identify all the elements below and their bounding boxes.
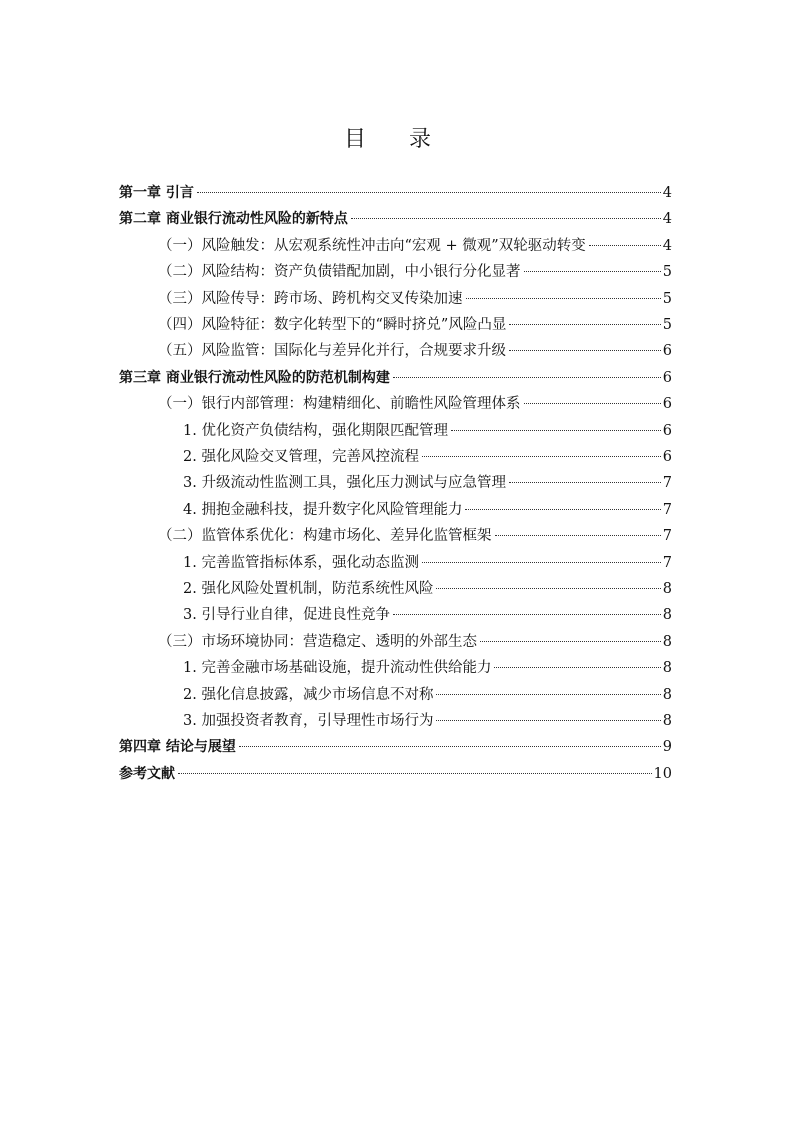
toc-page-number: 7 bbox=[662, 475, 672, 492]
toc-chapter-entry[interactable] bbox=[119, 366, 672, 390]
toc-page-number: 5 bbox=[662, 264, 672, 281]
toc-section-entry[interactable] bbox=[183, 656, 672, 680]
toc-entry-label: 4. 拥抱金融科技，提升数字化风险管理能力 bbox=[183, 501, 463, 518]
toc-page-number: 6 bbox=[662, 396, 672, 413]
toc-page-number: 8 bbox=[662, 581, 672, 597]
dot-leader bbox=[451, 430, 661, 431]
toc-entry-label: 3. 升级流动性监测工具，强化压力测试与应急管理 bbox=[183, 475, 506, 492]
dot-leader bbox=[466, 298, 661, 299]
toc-entry-label: （二）风险结构：资产负债错配加剧，中小银行分化显著 bbox=[158, 264, 521, 281]
toc-section-entry[interactable] bbox=[183, 498, 672, 522]
toc-page-number: 8 bbox=[662, 686, 672, 703]
dot-leader bbox=[393, 377, 661, 378]
toc-entry-label: 3. 引导行业自律，促进良性竞争 bbox=[183, 607, 390, 624]
dot-leader bbox=[509, 482, 661, 483]
dot-leader bbox=[509, 350, 661, 351]
dot-leader bbox=[436, 720, 660, 721]
toc-section-entry[interactable] bbox=[158, 260, 672, 284]
toc-section-entry[interactable] bbox=[183, 577, 672, 601]
toc-page-number: 5 bbox=[662, 290, 672, 307]
toc-page-number: 10 bbox=[653, 765, 672, 782]
toc-section-entry[interactable] bbox=[183, 419, 672, 443]
dot-leader bbox=[351, 218, 661, 219]
dot-leader bbox=[422, 456, 661, 457]
toc-entry-label: 第三章 商业银行流动性风险的防范机制构建 bbox=[119, 369, 390, 386]
dot-leader bbox=[239, 746, 661, 747]
toc-page-number: 6 bbox=[662, 343, 672, 360]
toc-page-number: 7 bbox=[662, 501, 672, 518]
toc-section-entry[interactable] bbox=[183, 603, 672, 627]
dot-leader bbox=[480, 641, 661, 642]
toc-page-number: 6 bbox=[662, 449, 672, 465]
toc-entry-label: 1. 完善金融市场基础设施，提升流动性供给能力 bbox=[183, 660, 492, 677]
toc-section-entry[interactable] bbox=[158, 234, 672, 258]
dot-leader bbox=[495, 535, 661, 536]
toc-page-number: 6 bbox=[662, 422, 672, 439]
toc-page-number: 8 bbox=[662, 607, 672, 624]
toc-page-number: 8 bbox=[662, 713, 672, 729]
toc-section-entry[interactable] bbox=[158, 524, 672, 548]
toc-entry-label: 参考文献 bbox=[119, 765, 175, 782]
toc-chapter-entry[interactable] bbox=[119, 207, 672, 231]
toc-page-number: 5 bbox=[662, 317, 672, 333]
dot-leader bbox=[465, 509, 660, 510]
dot-leader bbox=[524, 403, 661, 404]
toc-page-number: 7 bbox=[662, 554, 672, 571]
toc-entry-label: 1. 优化资产负债结构，强化期限匹配管理 bbox=[183, 422, 448, 439]
toc-page-number: 7 bbox=[662, 528, 672, 545]
toc-entry-label: 第一章 引言 bbox=[119, 185, 194, 201]
toc-entry-label: （三）风险传导：跨市场、跨机构交叉传染加速 bbox=[158, 290, 463, 307]
toc-entry-label: 1. 完善监管指标体系，强化动态监测 bbox=[183, 554, 419, 571]
toc-section-entry[interactable] bbox=[158, 630, 672, 654]
toc-page-number: 4 bbox=[662, 211, 672, 228]
dot-leader bbox=[524, 271, 661, 272]
toc-page-number: 6 bbox=[662, 369, 672, 386]
toc-entry-label: 第四章 结论与展望 bbox=[119, 739, 236, 756]
dot-leader bbox=[393, 614, 661, 615]
dot-leader bbox=[494, 667, 660, 668]
toc-section-entry[interactable] bbox=[158, 392, 672, 416]
toc-page-number: 8 bbox=[662, 633, 672, 650]
toc-section-entry[interactable] bbox=[158, 287, 672, 311]
toc-entry-label: 2. 强化风险交叉管理，完善风控流程 bbox=[183, 449, 419, 465]
toc-entry-label: 第二章 商业银行流动性风险的新特点 bbox=[119, 211, 348, 228]
toc-chapter-entry[interactable] bbox=[119, 762, 672, 786]
toc-entry-label: （四）风险特征：数字化转型下的“瞬时挤兑”风险凸显 bbox=[158, 317, 507, 333]
toc-entry-label: （二）监管体系优化：构建市场化、差异化监管框架 bbox=[158, 528, 492, 545]
toc-page-number: 4 bbox=[662, 237, 672, 254]
dot-leader bbox=[178, 773, 652, 774]
toc-entry-label: （一）银行内部管理：构建精细化、前瞻性风险管理体系 bbox=[158, 396, 521, 413]
toc-section-entry[interactable] bbox=[183, 551, 672, 575]
dot-leader bbox=[436, 694, 660, 695]
toc-chapter-entry[interactable] bbox=[119, 181, 672, 205]
toc-chapter-entry[interactable] bbox=[119, 735, 672, 759]
toc-entry-label: （一）风险触发：从宏观系统性冲击向“宏观 + 微观”双轮驱动转变 bbox=[158, 237, 586, 254]
dot-leader bbox=[589, 245, 661, 246]
dot-leader bbox=[197, 192, 661, 193]
toc-section-entry[interactable] bbox=[158, 339, 672, 363]
toc-entry-label: （五）风险监管：国际化与差异化并行，合规要求升级 bbox=[158, 343, 506, 360]
dot-leader bbox=[436, 588, 660, 589]
toc-section-entry[interactable] bbox=[183, 445, 672, 469]
dot-leader bbox=[422, 562, 661, 563]
toc-section-entry[interactable] bbox=[183, 709, 672, 733]
toc-page-number: 9 bbox=[662, 739, 672, 756]
toc-entry-label: 3. 加强投资者教育，引导理性市场行为 bbox=[183, 713, 434, 729]
toc-page-number: 8 bbox=[662, 660, 672, 677]
toc-section-entry[interactable] bbox=[158, 313, 672, 337]
toc-entry-label: 2. 强化信息披露，减少市场信息不对称 bbox=[183, 686, 434, 703]
toc-page-number: 4 bbox=[662, 185, 672, 201]
toc-section-entry[interactable] bbox=[183, 683, 672, 707]
toc-entry-label: 2. 强化风险处置机制，防范系统性风险 bbox=[183, 581, 434, 597]
toc-section-entry[interactable] bbox=[183, 471, 672, 495]
toc-entry-label: （三）市场环境协同：营造稳定、透明的外部生态 bbox=[158, 633, 477, 650]
dot-leader bbox=[509, 324, 660, 325]
page-title: 目 录 bbox=[344, 127, 449, 152]
